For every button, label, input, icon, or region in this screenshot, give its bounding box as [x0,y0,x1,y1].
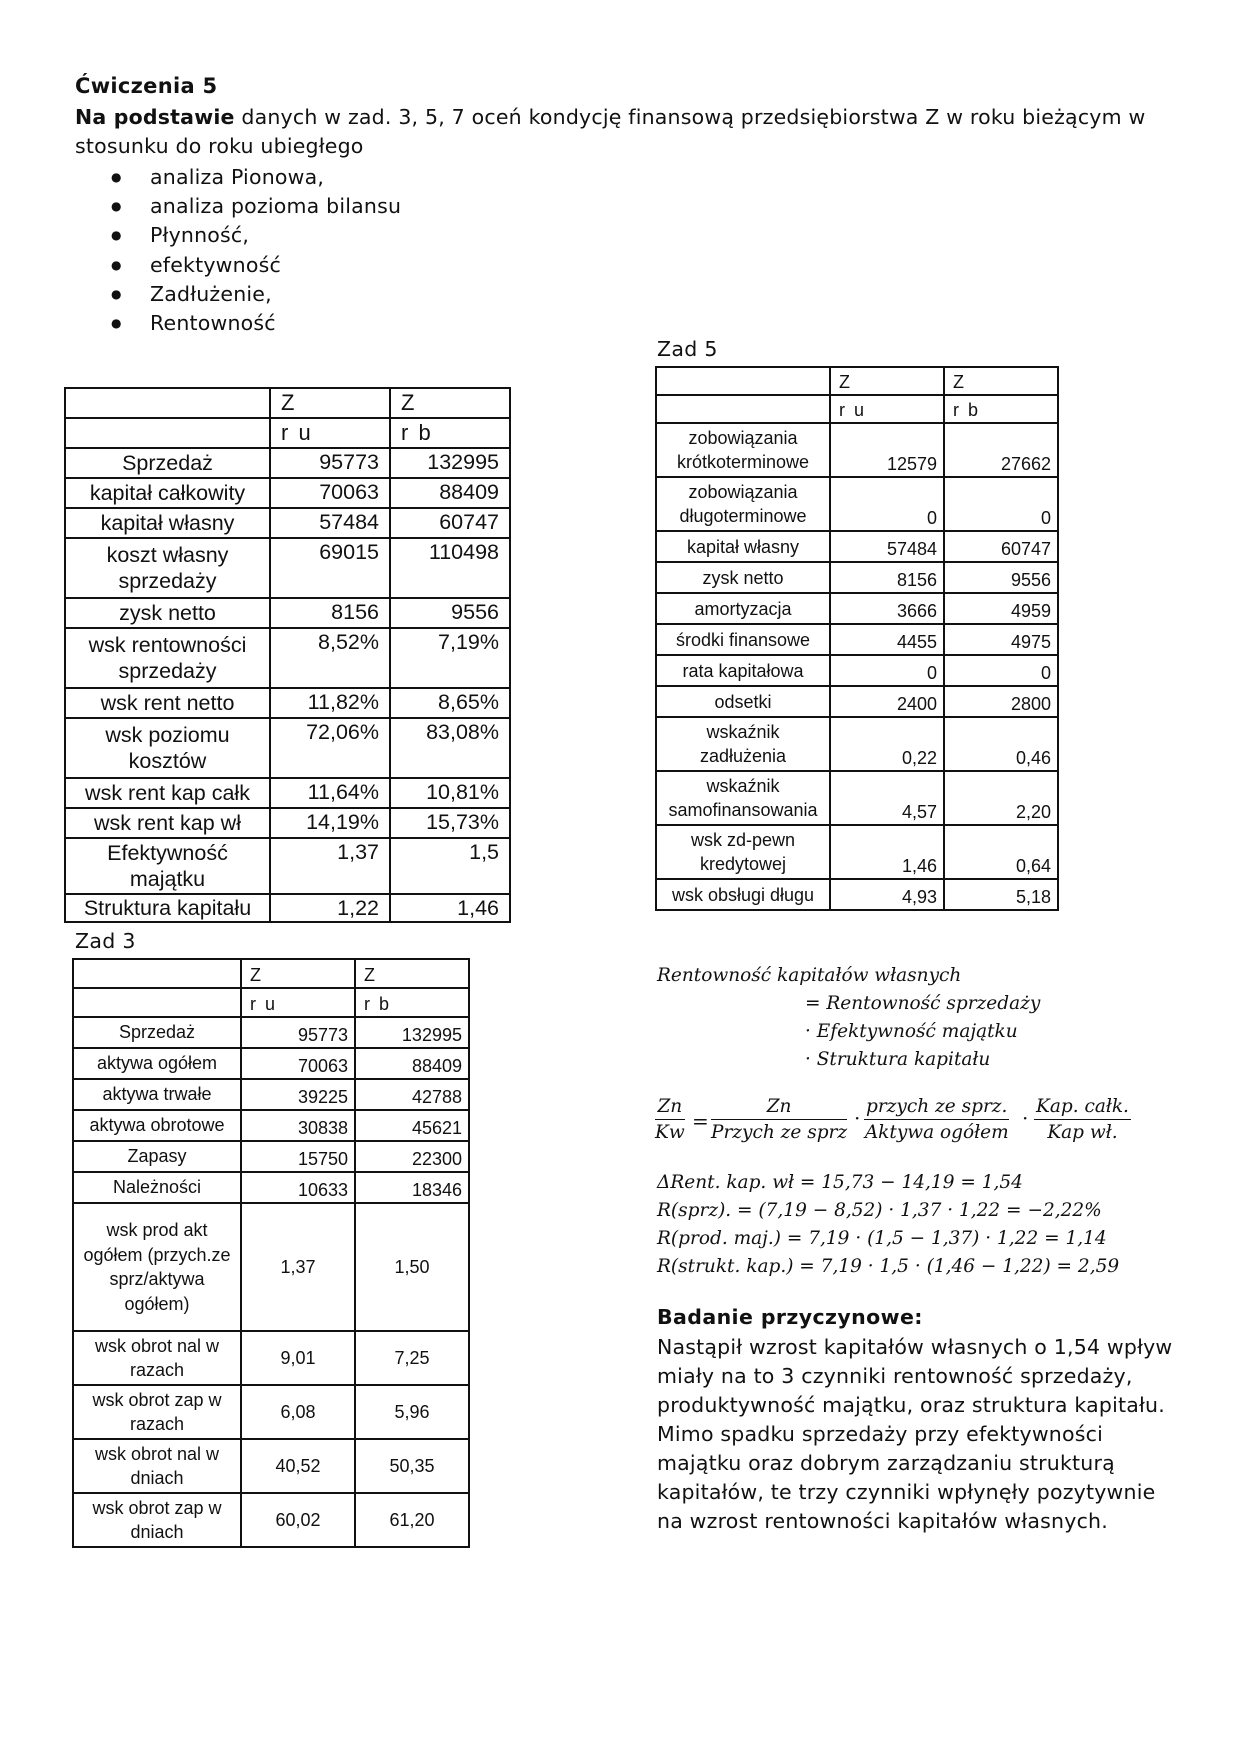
value-rb: 132995 [390,448,510,478]
value-ru: 0 [830,477,944,531]
table-row [656,879,1058,910]
formula-line: · Struktura kapitału [805,1049,991,1070]
column-header-rb: r b [390,418,510,448]
value-rb: 9556 [944,562,1058,593]
calculation-line: R(strukt. kap.) = 7,19 · 1,5 · (1,46 − 1,22) = 2,59 [657,1256,1120,1277]
table-row [656,686,1058,717]
fraction-denominator: Kw [655,1122,685,1143]
row-label: zobowiązania długoterminowe [656,477,830,531]
value-ru: 72,06% [270,718,390,778]
value-rb: 0,64 [944,825,1058,879]
value-rb: 18346 [355,1172,469,1203]
row-label: wsk obsługi długu [656,879,830,910]
row-label: wsk obrot zap w razach [73,1385,241,1439]
row-label: rata kapitałowa [656,655,830,686]
value-rb: 2800 [944,686,1058,717]
value-rb: 7,25 [355,1331,469,1385]
column-header-z: Z [944,367,1058,395]
value-rb: 5,96 [355,1385,469,1439]
value-rb: 50,35 [355,1439,469,1493]
bullet-item: ● analiza pozioma bilansu [75,192,401,221]
row-label: wsk obrot nal w dniach [73,1439,241,1493]
value-ru: 8156 [830,562,944,593]
row-label: zysk netto [65,598,270,628]
value-rb: 1,50 [355,1203,469,1331]
column-header-z: Z [390,388,510,418]
table-corner-cell [65,388,270,418]
value-ru: 1,37 [241,1203,355,1331]
row-label: wsk prod akt ogółem (przych.ze sprz/aktywa ogółem) [73,1203,241,1331]
row-label: wsk poziomu kosztów [65,718,270,778]
value-rb: 45621 [355,1110,469,1141]
table-row [65,688,510,718]
value-rb: 61,20 [355,1493,469,1547]
section-heading: Badanie przyczynowe: [657,1305,923,1329]
value-rb: 83,08% [390,718,510,778]
table-row [65,808,510,838]
value-rb: 4959 [944,593,1058,624]
value-rb: 22300 [355,1141,469,1172]
task-bullet-list [75,163,401,338]
task-description [75,103,1185,161]
value-ru: 4,57 [830,771,944,825]
column-header-ru: r u [270,418,390,448]
main-indicators-table [64,387,511,923]
value-ru: 57484 [270,508,390,538]
table-row [656,531,1058,562]
value-rb: 60747 [390,508,510,538]
value-rb: 9556 [390,598,510,628]
table-row [656,825,1058,879]
value-ru: 8156 [270,598,390,628]
value-ru: 40,52 [241,1439,355,1493]
table-row [73,1141,469,1172]
fraction-denominator: Aktywa ogółem [864,1122,1009,1143]
column-header-z: Z [830,367,944,395]
value-ru: 10633 [241,1172,355,1203]
value-ru: 60,02 [241,1493,355,1547]
fraction-roe [655,1096,685,1143]
row-label: wskaźnik samofinansowania [656,771,830,825]
table-corner-cell [656,395,830,423]
table-row [656,655,1058,686]
value-rb: 88409 [355,1048,469,1079]
zad5-label: Zad 5 [657,337,718,361]
fraction-numerator: Zn [655,1096,685,1120]
calculation-line: R(sprz). = (7,19 − 8,52) · 1,37 · 1,22 = −2,22% [657,1200,1102,1221]
row-label: kapitał całkowity [65,478,270,508]
table-row [656,423,1058,477]
bullet-item: ● Zadłużenie, [75,280,401,309]
table-row [65,448,510,478]
table-row [656,593,1058,624]
table-row [65,598,510,628]
multiply-dot: · [854,1106,861,1130]
value-ru: 4,93 [830,879,944,910]
table-corner-cell [65,418,270,448]
value-rb: 60747 [944,531,1058,562]
value-ru: 9,01 [241,1331,355,1385]
zad3-label: Zad 3 [75,929,136,953]
value-rb: 42788 [355,1079,469,1110]
value-rb: 110498 [390,538,510,598]
value-rb: 132995 [355,1017,469,1048]
column-header-rb: r b [355,988,469,1017]
fraction-denominator: Kap wł. [1047,1122,1118,1143]
multiply-dot: · [1022,1106,1029,1130]
value-ru: 30838 [241,1110,355,1141]
value-ru: 11,64% [270,778,390,808]
table-row [65,838,510,894]
value-rb: 7,19% [390,628,510,688]
table-row [73,1079,469,1110]
value-rb: 88409 [390,478,510,508]
table-row [73,1331,469,1385]
value-ru: 70063 [270,478,390,508]
task-description-bold: Na podstawie [75,105,235,129]
table-row [73,1017,469,1048]
equals-sign: = [692,1109,709,1133]
table-row [73,1203,469,1331]
fraction-numerator: Kap. całk. [1034,1096,1131,1120]
row-label: aktywa obrotowe [73,1110,241,1141]
value-ru: 0,22 [830,717,944,771]
table-row [65,538,510,598]
value-ru: 15750 [241,1141,355,1172]
value-rb: 0,46 [944,717,1058,771]
fraction-numerator: przych ze sprz. [864,1096,1009,1120]
row-label: aktywa ogółem [73,1048,241,1079]
table-row [65,478,510,508]
value-ru: 70063 [241,1048,355,1079]
table-row [656,771,1058,825]
value-ru: 4455 [830,624,944,655]
value-rb: 0 [944,477,1058,531]
fraction-capital-structure [1034,1096,1131,1143]
formula-line: = Rentowność sprzedaży [805,993,1041,1014]
value-rb: 1,46 [390,894,510,922]
table-row [656,624,1058,655]
value-ru: 2400 [830,686,944,717]
row-label: Należności [73,1172,241,1203]
row-label: Efektywność majątku [65,838,270,894]
value-ru: 14,19% [270,808,390,838]
row-label: środki finansowe [656,624,830,655]
zad3-table [72,958,470,1548]
fraction-sales-margin [711,1096,847,1143]
bullet-item: ● efektywność [75,251,401,280]
table-row [73,1493,469,1547]
value-rb: 8,65% [390,688,510,718]
table-row [65,778,510,808]
table-row [73,1048,469,1079]
calculation-line: ΔRent. kap. wł = 15,73 − 14,19 = 1,54 [657,1172,1023,1193]
table-row [65,508,510,538]
value-rb: 4975 [944,624,1058,655]
value-ru: 57484 [830,531,944,562]
value-rb: 2,20 [944,771,1058,825]
fraction-numerator: Zn [711,1096,847,1120]
row-label: wsk rent kap całk [65,778,270,808]
value-ru: 3666 [830,593,944,624]
table-row [73,1385,469,1439]
row-label: odsetki [656,686,830,717]
fraction-asset-efficiency [864,1096,1009,1143]
table-row [656,562,1058,593]
table-row [73,1172,469,1203]
zad5-table [655,366,1059,911]
table-row [73,1110,469,1141]
row-label: kapitał własny [656,531,830,562]
value-rb: 0 [944,655,1058,686]
column-header-z: Z [241,959,355,988]
table-row [656,477,1058,531]
table-row [65,628,510,688]
column-header-ru: r u [830,395,944,423]
value-rb: 1,5 [390,838,510,894]
value-rb: 10,81% [390,778,510,808]
value-ru: 12579 [830,423,944,477]
table-row [73,1439,469,1493]
value-ru: 6,08 [241,1385,355,1439]
value-ru: 1,46 [830,825,944,879]
row-label: wsk obrot zap w dniach [73,1493,241,1547]
value-rb: 15,73% [390,808,510,838]
row-label: Struktura kapitału [65,894,270,922]
calculation-line: R(prod. maj.) = 7,19 · (1,5 − 1,37) · 1,22 = 1,14 [657,1228,1107,1249]
value-ru: 95773 [270,448,390,478]
column-header-ru: r u [241,988,355,1017]
value-ru: 11,82% [270,688,390,718]
table-corner-cell [656,367,830,395]
value-ru: 95773 [241,1017,355,1048]
column-header-z: Z [270,388,390,418]
row-label: Sprzedaż [65,448,270,478]
table-corner-cell [73,988,241,1017]
row-label: wsk zd-pewn kredytowej [656,825,830,879]
page-title: Ćwiczenia 5 [75,74,218,98]
row-label: wsk rent netto [65,688,270,718]
row-label: wsk rent kap wł [65,808,270,838]
bullet-item: ● Rentowność [75,309,401,338]
column-header-z: Z [355,959,469,988]
row-label: wskaźnik zadłużenia [656,717,830,771]
column-header-rb: r b [944,395,1058,423]
table-row [65,894,510,922]
row-label: wsk rentowności sprzedaży [65,628,270,688]
analysis-paragraph: Nastąpił wzrost kapitałów własnych o 1,54 wpływ miały na to 3 czynniki rentowność sprzedaży, produktywność majątku, oraz struktura kapitału. Mimo spadku sprzedaży przy efektywności majątku oraz dobrym zarządzaniu strukturą kapitałów, te trzy czynniki wpłynęły pozytywnie na wzrost rentowności kapitałów własnych. [657,1335,1173,1533]
value-rb: 27662 [944,423,1058,477]
row-label: zysk netto [656,562,830,593]
task-description-text: danych w zad. 3, 5, 7 oceń kondycję finansową przedsiębiorstwa Z w roku bieżącym w stosunku do roku ubiegłego [75,105,1146,158]
row-label: kapitał własny [65,508,270,538]
bullet-item: ● Płynność, [75,221,401,250]
value-ru: 0 [830,655,944,686]
row-label: Zapasy [73,1141,241,1172]
row-label: amortyzacja [656,593,830,624]
row-label: zobowiązania krótkoterminowe [656,423,830,477]
row-label: Sprzedaż [73,1017,241,1048]
bullet-item: ● analiza Pionowa, [75,163,401,192]
fraction-denominator: Przych ze sprz [711,1122,848,1143]
value-ru: 39225 [241,1079,355,1110]
table-row [656,717,1058,771]
row-label: koszt własny sprzedaży [65,538,270,598]
row-label: aktywa trwałe [73,1079,241,1110]
value-ru: 1,37 [270,838,390,894]
value-ru: 69015 [270,538,390,598]
value-ru: 1,22 [270,894,390,922]
formula-line: Rentowność kapitałów własnych [657,965,962,986]
value-ru: 8,52% [270,628,390,688]
table-row [65,718,510,778]
formula-line: · Efektywność majątku [805,1021,1018,1042]
value-rb: 5,18 [944,879,1058,910]
row-label: wsk obrot nal w razach [73,1331,241,1385]
table-corner-cell [73,959,241,988]
